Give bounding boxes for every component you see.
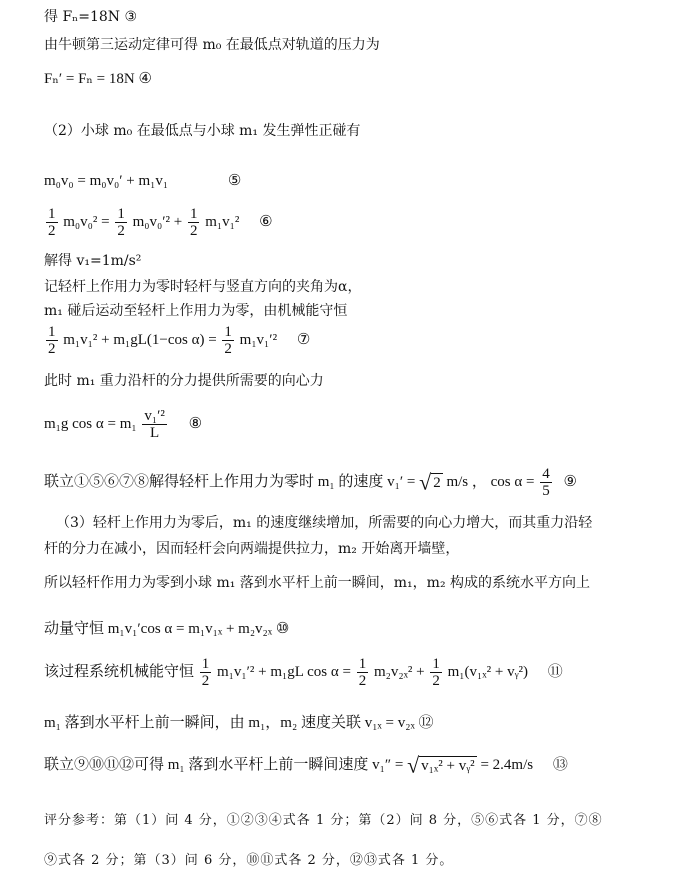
line-momentum-intro: 所以轻杆作用力为零到小球 m₁ 落到水平杆上前一瞬间，m₁，m₂ 构成的系统水平方向上 [44, 575, 591, 591]
equation-11-part-d: m₁(v₁ₓ² + vᵧ²) [447, 663, 529, 680]
mark-11: ⑪ [547, 663, 563, 680]
equation-6-part-c: m₁v₁² [205, 213, 240, 230]
fraction-half: $\frac{1}{2}$ [48, 324, 56, 357]
fraction-v1-over-l: $\frac{\text{v₁′²}}{L}$ [144, 408, 165, 441]
fraction-half: $\frac{1}{2}$ [432, 656, 440, 689]
equation-6-part-b: m₀v₀′² + [132, 213, 183, 230]
equation-11-part-c: m₂v₂ₓ² + [373, 663, 425, 680]
equation-8 [44, 408, 202, 441]
line-part2-heading: （2）小球 m₀ 在最低点与小球 m₁ 发生弹性正碰有 [44, 123, 361, 139]
fraction-half: $\frac{1}{2}$ [117, 206, 125, 239]
mark-7: ⑦ [296, 331, 311, 348]
mark-13: ⑬ [552, 757, 568, 773]
equation-6 [44, 206, 273, 239]
sqrt-velocity: √ v₁ₓ² + vᵧ² [407, 752, 475, 778]
fraction-four-fifths: $\frac{4}{5}$ [542, 466, 550, 499]
mark-5: ⑤ [227, 173, 242, 189]
fraction-half: $\frac{1}{2}$ [358, 656, 367, 689]
line-centripetal-force: 此时 m₁ 重力沿杆的分力提供所需要的向心力 [44, 373, 324, 389]
equation-4: Fₙ′ = Fₙ = 18N ④ [44, 71, 152, 87]
line-solve-v1: 解得 v₁=1m/s² [44, 253, 142, 269]
fraction-half: $\frac{1}{2}$ [224, 324, 232, 357]
equation-7 [44, 324, 310, 357]
mark-9: ⑨ [563, 473, 577, 490]
equation-12: m₁ 落到水平杆上前一瞬间，由 m₁，m₂ 速度关联 v₁ₓ = v₂ₓ ⑫ [44, 715, 434, 731]
scoring-guide-line-2: ⑨式各 2 分；第（3）问 6 分，⑩⑪式各 2 分，⑫⑬式各 1 分。 [44, 853, 454, 868]
line-part3-heading: （3）轻杆上作用力为零后，m₁ 的速度继续增加，所需要的向心力增大，而其重力沿轻 [56, 515, 593, 531]
equation-6-part-a: m₀v₀² = [63, 213, 110, 230]
equation-7-part-a: m₁v₁² + m₁gL(1−cos α) = [63, 331, 217, 348]
equation-5 [44, 172, 241, 190]
equation-11-part-b: m₁v₁′² + m₁gL cos α = [217, 663, 351, 680]
equation-13-part-c: = 2.4m/s [480, 757, 534, 773]
mark-8: ⑧ [188, 415, 203, 432]
line-newton-third-law: 由牛顿第三运动定律可得 m₀ 在最低点对轨道的压力为 [44, 37, 380, 53]
equation-11 [44, 656, 563, 689]
equation-13-part-a: 联立⑨⑩⑪⑫可得 m₁ 落到水平杆上前一瞬间速度 v₁″ = [44, 757, 404, 773]
equation-10: 动量守恒 m₁v₁′cos α = m₁v₁ₓ + m₂v₂ₓ ⑩ [44, 621, 290, 637]
sqrt-two: √ 2 [419, 469, 441, 495]
equation-5-body: m₀v₀ = m₀v₀′ + m₁v₁ [44, 173, 169, 189]
line-fn-result: 得 Fₙ=18N ③ [44, 9, 138, 25]
line-part3-continue: 杆的分力在减小，因而轻杆会向两端提供拉力，m₂ 开始离开墙壁， [44, 541, 460, 557]
equation-7-part-b: m₁v₁′² [239, 331, 278, 348]
line-energy-conservation: m₁ 碰后运动至轻杆上作用力为零，由机械能守恒 [44, 303, 348, 319]
mark-6: ⑥ [259, 213, 273, 230]
equation-11-label: 该过程系统机械能守恒 [44, 663, 195, 680]
fraction-half: $\frac{1}{2}$ [189, 206, 198, 239]
equation-9-part-c: m/s ， cos α = [446, 473, 535, 490]
equation-9-part-a: 联立①⑤⑥⑦⑧解得轻杆上作用力为零时 m₁ 的速度 v₁′ = [44, 473, 416, 490]
scoring-guide-line-1: 评分参考：第（1）问 4 分，①②③④式各 1 分；第（2）问 8 分，⑤⑥式各 1 分，⑦⑧ [44, 813, 603, 828]
fraction-half: $\frac{1}{2}$ [201, 656, 210, 689]
equation-13 [44, 752, 568, 778]
fraction-half: $\frac{1}{2}$ [48, 206, 56, 239]
equation-9 [44, 466, 577, 499]
equation-8-part-a: m₁g cos α = m₁ [44, 415, 137, 432]
line-angle-alpha: 记轻杆上作用力为零时轻杆与竖直方向的夹角为α， [44, 279, 362, 295]
